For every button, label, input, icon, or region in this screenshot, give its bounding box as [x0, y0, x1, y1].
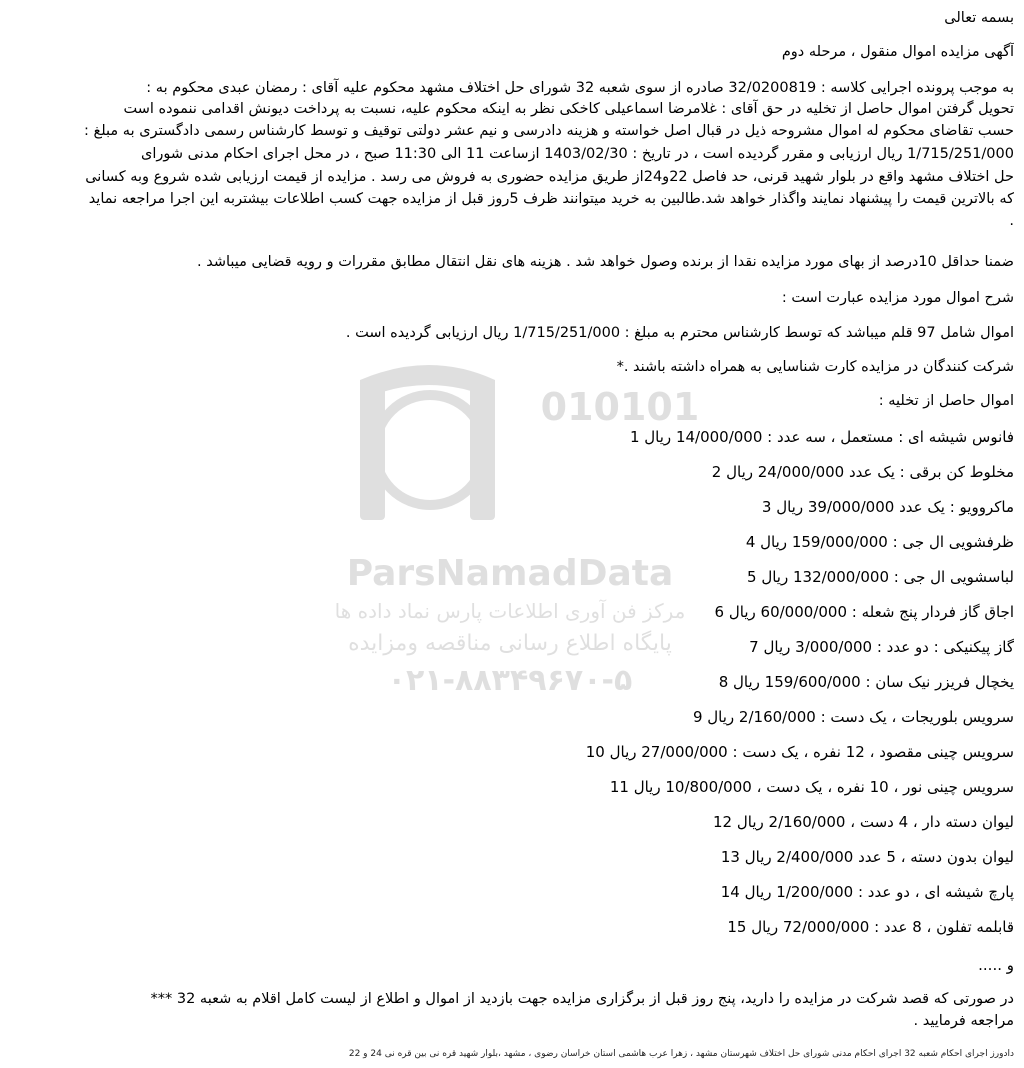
description-line: اموال شامل 97 قلم میباشد که توسط کارشناس محترم به مبلغ : 1/715/251/000 ریال ارزیابی گردیده است .: [345, 325, 1014, 341]
list-item: لیوان دسته دار ، 4 دست ، 2/160/000 ریال 12: [713, 813, 1014, 831]
notice-title: آگهی مزایده اموال منقول ، مرحله دوم: [781, 44, 1014, 60]
body-line-2: تحویل گرفتن اموال حاصل از تخلیه در حق آقای : غلامرضا اسماعیلی کاخکی نظر به اینکه محکوم علیه، نسبت به پرداخت دیونش اقدامی ننموده است: [123, 101, 1014, 117]
list-item: گاز پیکنیکی : دو عدد : 3/000/000 ریال 7: [749, 638, 1014, 656]
list-item: سرویس بلوریجات ، یک دست : 2/160/000 ریال 9: [692, 708, 1014, 726]
items-heading: اموال حاصل از تخلیه :: [878, 393, 1014, 409]
list-item: لیوان بدون دسته ، 5 عدد 2/400/000 ریال 13: [720, 848, 1014, 866]
body-line-5: حل اختلاف مشهد واقع در بلوار شهید قرنی، حد فاصل 22و24از طریق مزایده حضوری به فروش می رسد . مزایده از قیمت ارزیابی شده شروع وبه کسانی: [85, 169, 1014, 185]
body-line-1: به موجب پرونده اجرایی کلاسه : 32/0200819 صادره از سوی شعبه 32 شورای حل اختلاف مشهد محکوم علیه آقای : رمضان عبدی محکوم به :: [146, 80, 1014, 96]
closing-line-2: مراجعه فرمایید .: [913, 1013, 1014, 1029]
list-item: پارچ شیشه ای ، دو عدد : 1/200/000 ریال 14: [720, 883, 1014, 901]
list-item: و .....: [978, 956, 1014, 974]
watermark-line2: پایگاه اطلاع رسانی مناقصه ومزایده: [348, 631, 672, 656]
watermark-brand: ParsNamadData: [346, 553, 674, 594]
description-heading: شرح اموال مورد مزایده عبارت است :: [781, 290, 1014, 306]
list-item: سرویس چینی نور ، 10 نفره ، یک دست ، 10/800/000 ریال 11: [609, 778, 1014, 796]
footer-signature: دادورز اجرای احکام شعبه 32 اجرای احکام مدنی شورای حل اختلاف شهرستان مشهد ، زهرا عرب هاشمی استان خراسان رضوی ، مشهد ،بلوار شهید قره نی بین قره نی 24 و 22: [348, 1049, 1014, 1059]
body-line-7: .: [1009, 213, 1014, 229]
list-item: قابلمه تفلون ، 8 عدد : 72/000/000 ریال 15: [727, 918, 1014, 936]
id-card-note: شرکت کنندگان در مزایده کارت شناسایی به همراه داشته باشند .*: [616, 359, 1014, 375]
list-item: فانوس شیشه ای : مستعمل ، سه عدد : 14/000/000 ریال 1: [629, 428, 1014, 446]
watermark-digits: 010101: [540, 385, 700, 429]
body-line-6: که بالاترین قیمت را پیشنهاد نمایند واگذار خواهد شد.طالبین به خرید میتوانند ظرف 5روز قبل از مزایده جهت کسب اطلاعات بیشتربه این اجرا مراجعه نماید: [88, 191, 1014, 207]
list-item: ماکروویو : یک عدد 39/000/000 ریال 3: [761, 498, 1014, 516]
body-line-4: 1/715/251/000 ریال ارزیابی و مقرر گردیده است ، در تاریخ : 1403/02/30 ازساعت 11 الی 11:30 صبح ، در محل اجرای احکام مدنی شورای: [141, 146, 1014, 162]
list-item: لباسشویی ال جی : 132/000/000 ریال 5: [747, 568, 1014, 586]
list-item: مخلوط کن برقی : یک عدد 24/000/000 ریال 2: [711, 463, 1014, 481]
closing-line-1: در صورتی که قصد شرکت در مزایده را دارید، پنج روز قبل از برگزاری مزایده جهت بازدید از اموال و اطلاع از لیست کامل اقلام به شعبه 32 ***: [150, 991, 1014, 1007]
list-item: ظرفشویی ال جی : 159/000/000 ریال 4: [745, 533, 1014, 551]
watermark-line1: مرکز فن آوری اطلاعات پارس نماد داده ها: [334, 599, 686, 623]
watermark-phone: ۰۲۱-۸۸۳۴۹۶۷۰-۵: [387, 663, 633, 698]
opening-line: بسمه تعالی: [944, 10, 1014, 26]
payment-note: ضمنا حداقل 10درصد از بهای مورد مزایده نقدا از برنده وصول خواهد شد . هزینه های نقل انتقال مطابق مقررات و رویه قضایی میباشد .: [197, 254, 1014, 270]
list-item: اجاق گاز فردار پنج شعله : 60/000/000 ریال 6: [714, 603, 1014, 621]
list-item: یخچال فریزر نیک سان : 159/600/000 ریال 8: [718, 673, 1014, 691]
body-line-3: حسب تقاضای محکوم له اموال مشروحه ذیل در قبال اصل خواسته و هزینه دادرسی و نیم عشر دولتی توقیف و توسط کارشناس رسمی دادگستری به مبلغ :: [84, 123, 1014, 139]
list-item: سرویس چینی مقصود ، 12 نفره ، یک دست : 27/000/000 ریال 10: [585, 743, 1014, 761]
